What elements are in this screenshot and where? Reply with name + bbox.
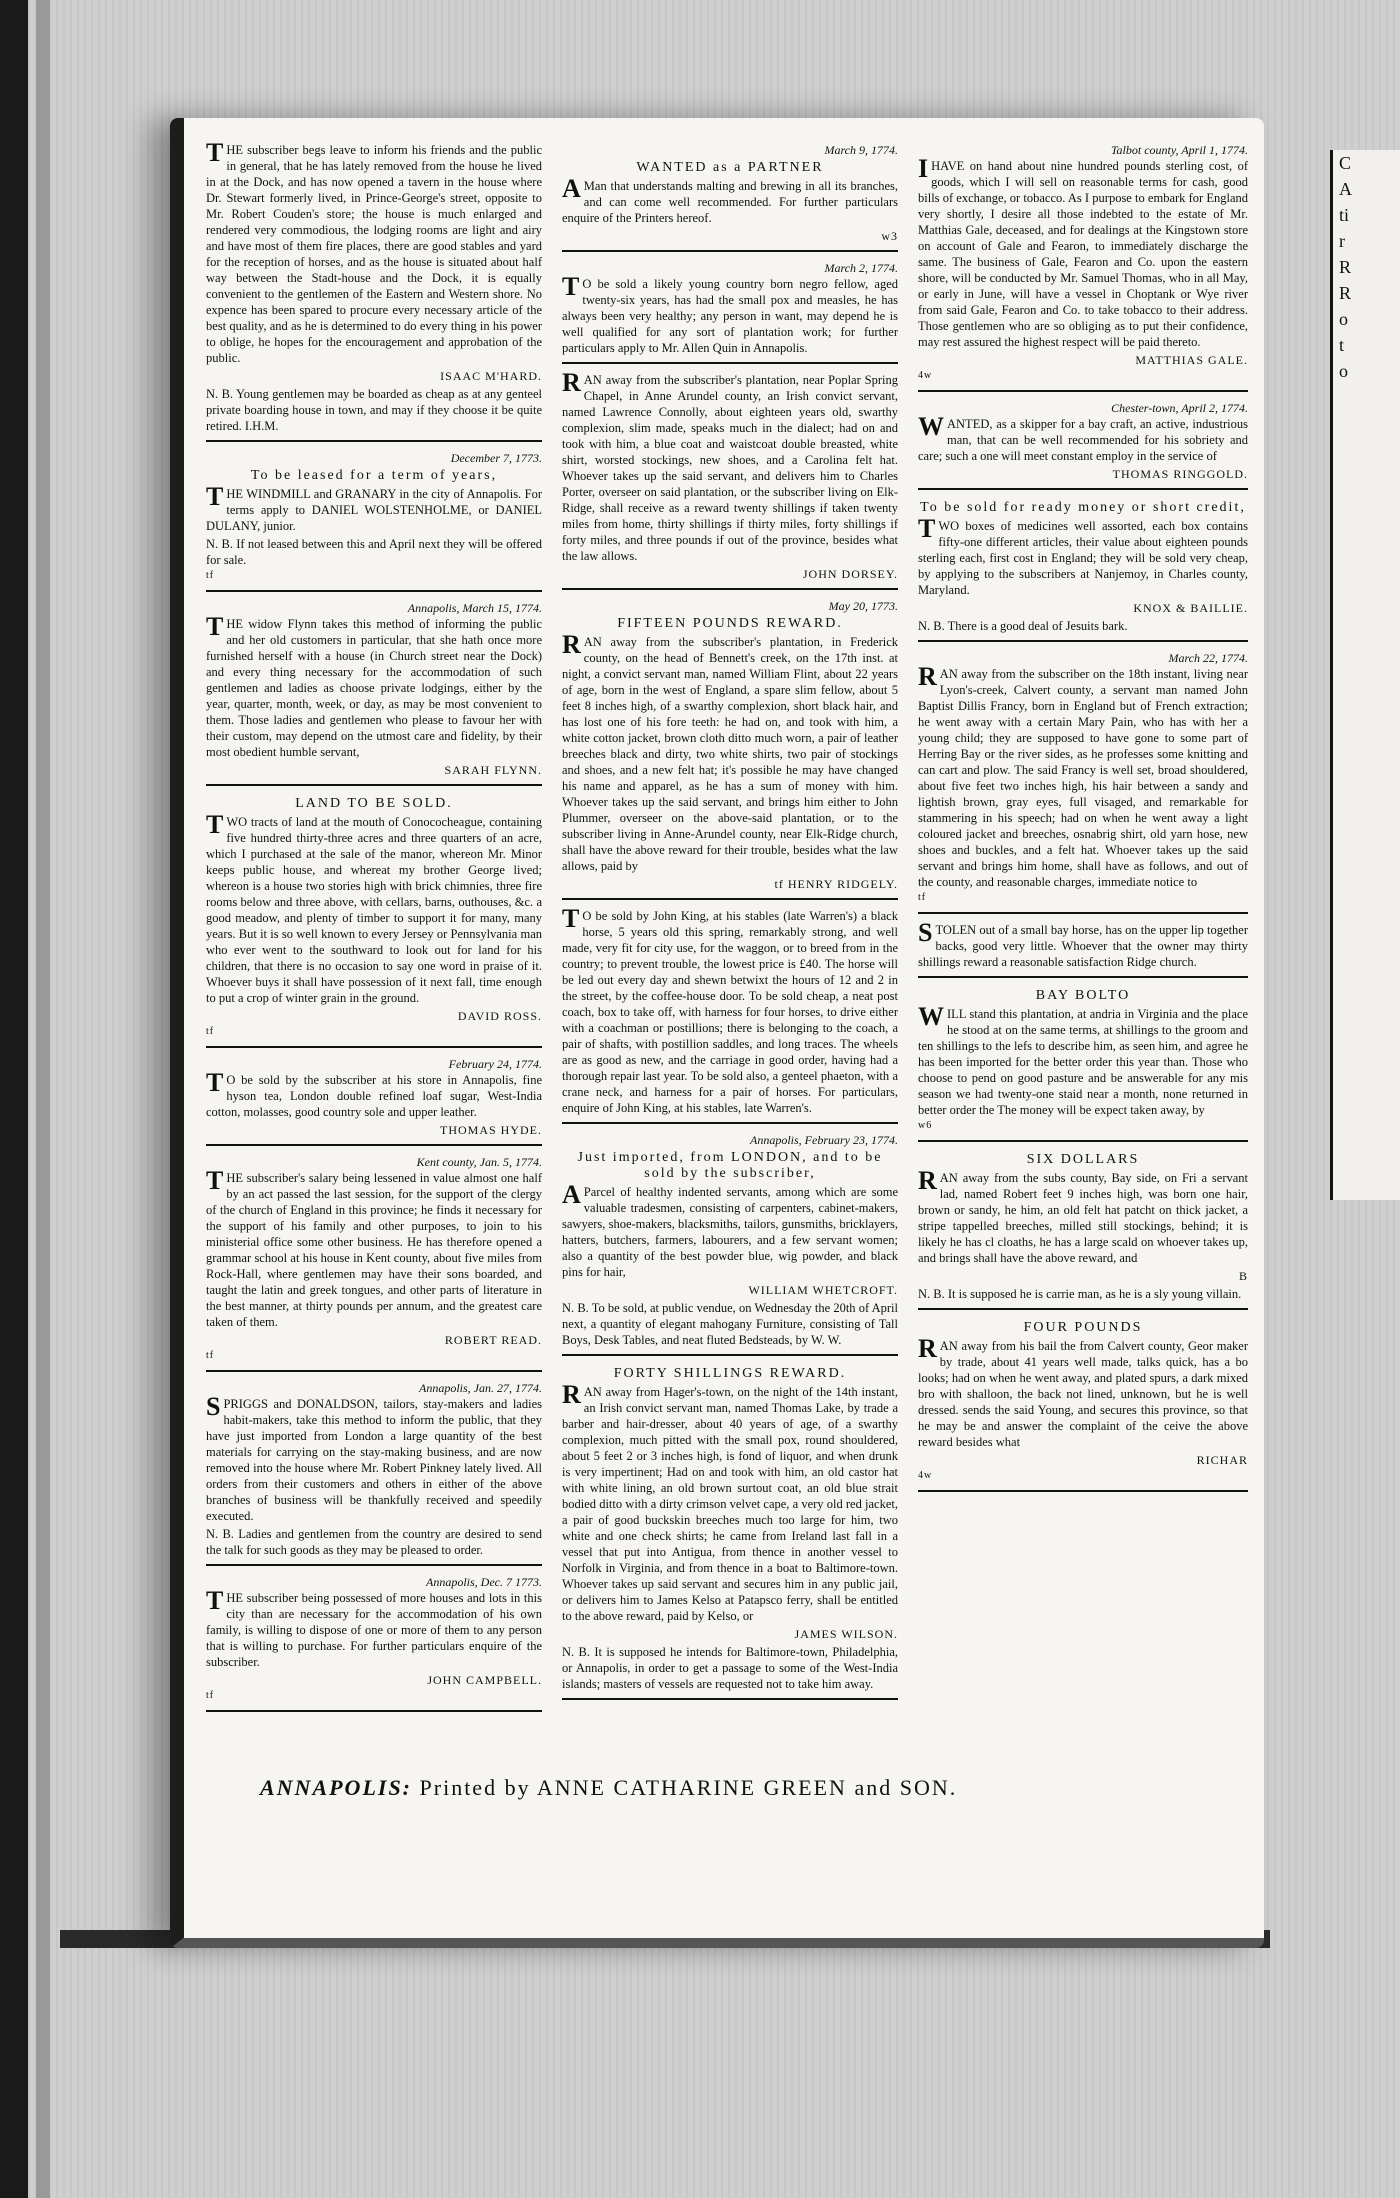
ad-date: December 7, 1773. <box>450 451 542 465</box>
newspaper-page <box>170 118 1264 1948</box>
imprint-text: Printed by ANNE CATHARINE GREEN and SON. <box>419 1775 958 1800</box>
ad-body: THE subscriber being possessed of more houses and lots in this city than are necessary for the accommodation of his own family, is willing to dispose of one or more of them to any person that is willing to purchase. For further particulars enquire of the subscriber. <box>206 1586 542 1669</box>
ad-date: March 9, 1774. <box>824 143 898 157</box>
advertisement <box>562 138 898 252</box>
ad-trail: tf <box>206 1026 215 1037</box>
ad-nb: N. B. There is a good deal of Jesuits bark. <box>918 619 1128 633</box>
column-3 <box>918 138 1248 1496</box>
ad-body: THE subscriber's salary being lessened in value almost one half by an act passed the last session, for the support of the clergy of the church of England in this province; he finds it necessary for the support of his family and other purposes, to join to his ministerial office some other business. He has therefore opened a grammar school at his house in Kent county, about five miles from Rock-Hall, where gentlemen may have their sons boarded, and taught the latin and greek tongues, and other parts of literature in the best manner, at thirty pounds per annum, and the greatest care taken of them. <box>206 1166 542 1329</box>
ad-body: RAN away from the subscriber's plantation, near Poplar Spring Chapel, in Anne Arundel county, an Irish convict servant, named Lawrence Connolly, about eighteen years old, swarthy complexion, slim made, speaks much in the dialect; had on and took with him, a blue coat and waistcoat double breasted, white shirt, worsted stockings, new shoes, and a Carolina felt hat. Whoever takes up the said servant, and delivers him to Charles Porter, overseer on said plantation, or the subscriber living on Elk-Ridge, shall receive as a reward twenty shillings if taken twenty miles from home, thirty shillings if thirty miles, forty shillings if forty miles, and three pounds if out of the province, besides what the law allows. <box>562 368 898 563</box>
advertisement <box>206 1570 542 1712</box>
ad-body: SPRIGGS and DONALDSON, tailors, stay-makers and ladies habit-makers, take this method to inform the public, that they have just imported from London a large quantity of the best materials for carrying on the stay-making business, and are now removed into the house where Mr. Robert Pinkney lately lived. All orders from their customers and others in either of the above branches of business will be thankfully received and speedily executed. <box>206 1392 542 1523</box>
ad-sign: MATTHIAS GALE. <box>1135 353 1248 367</box>
advertisement <box>918 918 1248 978</box>
ad-date: February 24, 1774. <box>448 1057 542 1071</box>
next-page-fragment: r <box>1339 231 1345 251</box>
ad-body: THE widow Flynn takes this method of informing the public and her old customers in particular, that she hath once more furnished herself with a house (in Church street near the Dock) and every thing necessary for the accommodation of such gentlemen and ladies as choose private lodgings, either by the year, quarter, month, week, or day, as may be most convenient to them. Those ladies and gentlemen who please to favour her with their custom, may depend on the utmost care and fidelity, by their most obedient humble servant, <box>206 612 542 759</box>
ad-body: TO be sold by the subscriber at his store in Annapolis, fine hyson tea, London double refined loaf sugar, West-India cotton, molasses, good country sole and upper leather. <box>206 1068 542 1119</box>
ad-body: THE subscriber begs leave to inform his friends and the public in general, that he has lately removed from the house he lived in at the Dock, and has now opened a tavern in the house where Dr. Stewart formerly lived, in Prince-George's street, opposite to Mr. Robert Couden's store; the house is much enlarged and rendered very commodious, the lodging rooms are light and airy and have most of them fire places, there are good stables and yard for the reception of horses, and as the house is situated about half way between the Stadt-house and the Dock, it is equally convenient to the gentlemen of the Eastern and Western shore. No expence has been spared to procure every necessary article of the best quality, and as he is determined to do every thing in his power to oblige, he hopes for the encouragement and approbation of the public. <box>206 138 542 365</box>
binding-edge <box>36 0 50 2198</box>
ad-date: Annapolis, Jan. 27, 1774. <box>419 1381 542 1395</box>
ad-body: RAN away from the subscriber on the 18th instant, living near Lyon's-creek, Calvert county, a servant man named John Baptist Dillis Francy, born in England but of French extraction; he went away with a certain Mary Pain, who has with her a young child; they are supposed to have gone to some part of Herring Bay or the river sides, as he professes some knitting and can cart and plow. The said Francy is well set, broad shouldered, about five feet two inches high, his hair between a sandy and lightish brown, gray eyes, full visaged, and remarkable for stammering in his speech; had on when he went away a light coloured jacket and breeches, osnabrig shirt, old yarn hose, new shoes and buckles, and a felt hat. Whoever takes up the said servant and brings him home, shall have as follows, and out of the county, and reasonable charges, immediate notice to <box>918 662 1248 889</box>
ad-head: FORTY SHILLINGS REWARD. <box>613 1366 847 1381</box>
binding-shadow <box>0 0 28 2198</box>
ad-trail: tf <box>206 1690 215 1701</box>
ad-nb: N. B. Young gentlemen may be boarded as cheap as at any genteel private boarding house in town, and may if they choose it be quite retired. I.H.M. <box>206 387 542 433</box>
next-page-fragment: t <box>1339 335 1345 355</box>
ad-sign: B <box>1238 1269 1248 1283</box>
advertisement <box>206 1376 542 1566</box>
advertisement <box>918 138 1248 392</box>
next-page-fragment: R <box>1339 257 1352 277</box>
ad-body: TO be sold a likely young country born negro fellow, aged twenty-six years, has had the small pox and measles, he has always been very healthy; any person in want, may depend he is well qualified for any sort of plantation work; for further particulars apply to Mr. Allen Quin in Annapolis. <box>562 272 898 355</box>
ad-sign: SARAH FLYNN. <box>444 763 542 777</box>
ad-sign: THOMAS HYDE. <box>440 1123 542 1137</box>
ad-trail: w6 <box>918 1120 933 1131</box>
ad-trail: 4w <box>918 1470 933 1481</box>
ad-body: RAN away from his bail the from Calvert county, Geor maker by trade, about 41 years well made, talks quick, has a bo looks; had on when he went away, and plated spurs, a dark mixed bro with shalloon, the back not lined, unknown, but he is well dressed. sends the said Young, and secures this province, so that he may be and answer the complaint of the ceive the above reward besides what <box>918 1334 1248 1449</box>
ad-date: Annapolis, Dec. 7 1773. <box>426 1575 542 1589</box>
ad-sign: tf HENRY RIDGELY. <box>774 877 898 891</box>
ad-head: FOUR POUNDS <box>1023 1320 1143 1335</box>
ad-sign: JOHN CAMPBELL. <box>427 1673 542 1687</box>
advertisement <box>206 1052 542 1146</box>
ad-head: SIX DOLLARS <box>1026 1152 1140 1167</box>
column-2 <box>562 138 898 1704</box>
ad-sign: THOMAS RINGGOLD. <box>1112 467 1248 481</box>
ad-head: To be leased for a term of years, <box>250 468 498 483</box>
printer-imprint <box>260 1775 957 1801</box>
ad-sign: ROBERT READ. <box>444 1333 542 1347</box>
ad-date: May 20, 1773. <box>828 599 898 613</box>
ad-head: To be sold for ready money or short credit, <box>920 500 1246 515</box>
ad-trail: tf <box>206 570 215 581</box>
advertisement <box>918 1146 1248 1310</box>
ad-date: March 22, 1774. <box>1168 651 1248 665</box>
advertisement <box>206 596 542 786</box>
ad-nb: N. B. If not leased between this and April next they will be offered for sale. <box>206 537 542 567</box>
ad-head: WANTED as a PARTNER <box>636 160 824 175</box>
ad-nb: N. B. It is supposed he intends for Baltimore-town, Philadelphia, or Annapolis, in order to get a passage to some of the West-India islands; masters of vessels are requested not to take him away. <box>562 1645 898 1691</box>
ad-date: Annapolis, March 15, 1774. <box>407 601 542 615</box>
next-page-fragment: ti <box>1339 205 1350 225</box>
ad-body: RAN away from the subs county, Bay side, on Fri a servant lad, named Robert feet 9 inches high, was born one hair, brown or sandy, he him, an old felt hat patcht on thick jacket, a stripe tappelled breeches, milled still stockings, behind; it is likely he has cl cloaths, he has a large scald on whoever takes up, and brings shall have the above reward, and <box>918 1166 1248 1265</box>
advertisement <box>562 1360 898 1700</box>
advertisement <box>206 446 542 592</box>
advertisement <box>562 594 898 900</box>
ad-date: Talbot county, April 1, 1774. <box>1110 143 1248 157</box>
ad-body: AParcel of healthy indented servants, among which are some valuable tradesmen, consisting of carpenters, cabinet-makers, sawyers, shoe-makers, blacksmiths, tailors, gunsmiths, bricklayers, hatters, butchers, farmers, labourers, and a few servant women; also a quantity of the best powder blue, wig powder, and black pins for hair, <box>562 1180 898 1279</box>
ad-nb: N. B. To be sold, at public vendue, on Wednesday the 20th of April next, a quantity of elegant mahogany Furniture, consisting of Tall Boys, Desk Tables, and neat fluted Bedsteads, by W. W. <box>562 1301 898 1347</box>
ad-body: THE WINDMILL and GRANARY in the city of Annapolis. For terms apply to DANIEL WOLSTENHOLME, or DANIEL DULANY, junior. <box>206 482 542 533</box>
ad-head: FIFTEEN POUNDS REWARD. <box>617 616 843 631</box>
ad-head: Just imported, from LONDON, and to be sold by the subscriber, <box>577 1150 883 1181</box>
ad-trail: 4w <box>918 370 933 381</box>
next-page-fragment: R <box>1339 283 1352 303</box>
ad-body: RAN away from the subscriber's plantation, in Frederick county, on the head of Bennett's creek, on the 17th inst. at night, a convict servant man, named William Flint, about 22 years of age, born in the west of England, a spare slim fellow, about 5 feet 8 inches high, of a swarthy complexion, short black hair, and has lost one of his fore teeth: he had on, and took with him, a white cotton jacket, brown cloth ditto much worn, a pair of leather breeches black and dirty, two white shirts, two pair of stockings and shoes, and a new felt hat; it's possible he may have changed his name and apparel, as he has a sum of money with him. Whoever takes up the said servant, and brings him either to John Plummer, overseer on the above-said plantation, or to the subscriber living in Anne-Arundel county, near Elk-Ridge church, shall have the above reward for their trouble, besides what the law allows, paid by <box>562 630 898 873</box>
ad-body: TO be sold by John King, at his stables (late Warren's) a black horse, 5 years old this spring, remarkably strong, and well made, very fit for city use, for the waggon, or to breed from in the country; to prevent trouble, the lowest price is £40. The horse will be led out every day and shewn betwixt the hours of 12 and 2 in the street, by the coffee-house door. To be sold cheap, a neat post coach, box to take off, with harness for four horses, to drive either with a coachman or postillions; there is belonging to the coach, a pair of shafts, with postillion saddles, and long traces. The wheels are as good as new, and the carriage in good order, having had a thorough repair last year. To be sold also, a genteel phaeton, with a crane neck, and harness for a pair of horses. For particulars, enquire of John King, at his stables, late Warren's. <box>562 904 898 1115</box>
advertisement <box>206 138 542 442</box>
next-page-fragment: C <box>1339 153 1352 173</box>
ad-body: TWO boxes of medicines well assorted, each box contains fifty-one different articles, their value about eighteen pounds sterling each, first cost in England; they will be sold very cheap, by applying to the subscribers at Nanjemoy, in Charles county, Maryland. <box>918 514 1248 597</box>
advertisement <box>562 256 898 364</box>
ad-trail: tf <box>206 1350 215 1361</box>
next-page-strip <box>1330 150 1400 1200</box>
ad-sign: JAMES WILSON. <box>794 1627 898 1641</box>
advertisement <box>562 368 898 590</box>
advertisement <box>918 396 1248 490</box>
ad-nb: N. B. Ladies and gentlemen from the country are desired to send the talk for such goods as they may be pleased to order. <box>206 1527 542 1557</box>
ad-body: IHAVE on hand about nine hundred pounds sterling cost, of goods, which I will sell on reasonable terms for cash, good bills of exchange, or tobacco. As I purpose to embark for England very shortly, I desire all those indebted to the estate of Mr. Matthias Gale, deceased, and for dealings at the Kingstown store on account of Gale and Fearon, to immediately discharge the same. The business of Gale, Fearon and Co. upon the eastern shore, will be conducted by Mr. Samuel Thomas, who in all May, or early in June, will have a vessel in Choptank or Wye river from said Gale, Fearon and Co. to take tobacco to their address. Those gentlemen who are so obliging as to put their confidence, may rest assured the highest respect will be paid thereto. <box>918 154 1248 349</box>
advertisement <box>918 646 1248 914</box>
ad-sign: RICHAR <box>1196 1453 1248 1467</box>
ad-sign: w3 <box>881 229 898 243</box>
advertisement <box>562 1128 898 1356</box>
imprint-place: ANNAPOLIS: <box>260 1775 413 1800</box>
ad-body: STOLEN out of a small bay horse, has on the upper lip together backs, good very little. Whoever that the owner may thirty shillings reward a reasonable satisfaction Ridge church. <box>918 918 1249 969</box>
ad-trail: tf <box>918 892 927 903</box>
ad-sign: DAVID ROSS. <box>457 1009 542 1023</box>
ad-head: BAY BOLTO <box>1035 988 1131 1003</box>
ad-sign: ISAAC M'HARD. <box>440 369 542 383</box>
ad-date: Chester-town, April 2, 1774. <box>1111 401 1248 415</box>
ad-body: WILL stand this plantation, at andria in Virginia and the place he stood at on the same terms, at shillings to the groom and ten shillings to the lefs to describe him, as seen him, and agree he has been imported for the better order this year than. Those who choose to pend on good pasture and be answerable for any mis season we had twenty-one staid near a month, none returned in better order the The money will be expect taken away, by <box>918 1002 1248 1117</box>
ad-date: March 2, 1774. <box>824 261 898 275</box>
advertisement <box>206 790 542 1048</box>
advertisement <box>918 1314 1248 1492</box>
ad-date: Annapolis, February 23, 1774. <box>750 1133 898 1147</box>
ad-sign: KNOX & BAILLIE. <box>1133 601 1248 615</box>
ad-sign: WILLIAM WHETCROFT. <box>748 1283 898 1297</box>
column-1 <box>206 138 542 1716</box>
advertisement <box>918 982 1248 1142</box>
ad-head: LAND TO BE SOLD. <box>295 796 453 811</box>
ad-body: AMan that understands malting and brewing in all its branches, and can come well recommended. For further particulars enquire of the Printers hereof. <box>562 174 898 225</box>
ad-body: TWO tracts of land at the mouth of Conococheague, containing five hundred thirty-three acres and three quarters of an acre, which I purchased at the sale of the manor, whereon Mr. Minor keeps public house, and whereat my brother George lived; whereon is a house two stories high with brick chimnies, three fire rooms below and three above, with cellars, barns, outhouses, &c. a good meadow, and plenty of timber to support it for many, many years. But it is so well known to every Jersey or Pennsylvania man who ever went to the southward to look out for land for his children, that there is no occasion to say one word in praise of it. Whoever buys it shall have possession of it next fall, time enough to put a crop of winter grain in the ground. <box>206 810 542 1005</box>
advertisement <box>206 1150 542 1372</box>
next-page-fragment: o <box>1339 361 1348 381</box>
advertisement <box>562 904 898 1124</box>
ad-sign: JOHN DORSEY. <box>802 567 898 581</box>
ad-body: WANTED, as a skipper for a bay craft, an active, industrious man, that can be well recommended for his sobriety and care; such a one will meet constant employ in the service of <box>918 412 1248 463</box>
ad-date: Kent county, Jan. 5, 1774. <box>416 1155 542 1169</box>
ad-body: RAN away from Hager's-town, on the night of the 14th instant, an Irish convict servant man, named Thomas Lake, by trade a barber and hair-dresser, about 40 years of age, of a swarthy complexion, much pitted with the small pox, round shouldered, about 5 feet 2 or 3 inches high, is fond of liquor, and when drunk is very impertinent; Had on and took with him, an old castor hat with white lining, an old brown surtout coat, an old blue strait bodied ditto with a dirty crimson velvet cape, a very old red jacket, a pair of good buckskin breeches much too large for him, two white and one check shirts; he came from Ireland last fall in a vessel that put into Antigua, from thence in another vessel to Norfolk in Virginia, and from thence in a boat to Baltimore-town. Whoever takes up said servant and secures him in any public jail, or delivers him to James Kelso at Patapsco ferry, shall be entitled to the above reward, paid by Kelso, or <box>562 1380 898 1623</box>
next-page-fragment: o <box>1339 309 1348 329</box>
next-page-fragment: A <box>1339 179 1352 199</box>
advertisement <box>918 494 1248 642</box>
ad-nb: N. B. It is supposed he is carrie man, as he is a sly young villain. <box>918 1287 1242 1301</box>
